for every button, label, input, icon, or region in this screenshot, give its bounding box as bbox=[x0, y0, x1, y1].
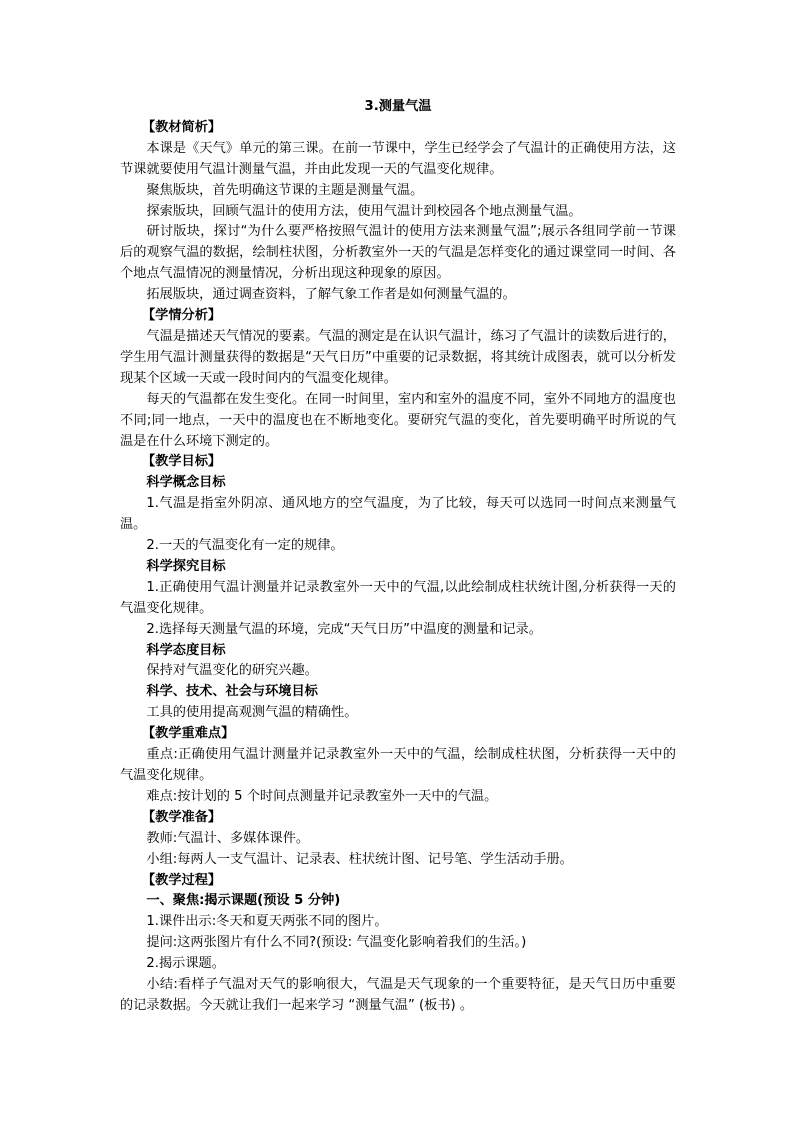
goal-item: 2.一天的气温变化有一定的规律。 bbox=[146, 538, 344, 554]
subheading-concept-goal: 科学概念目标 bbox=[146, 475, 226, 491]
section-heading-textbook-analysis: 【教材简析】 bbox=[142, 119, 222, 135]
section-heading-learner-analysis: 【学情分析】 bbox=[142, 308, 222, 324]
section-heading-preparation: 【教学准备】 bbox=[142, 809, 222, 825]
document-page bbox=[120, 97, 676, 1017]
goal-item: 2.选择每天测量气温的环境，完成“天气日历”中温度的测量和记录。 bbox=[146, 621, 542, 637]
paragraph: 小组:每两人一支气温计、记录表、柱状统计图、记号笔、学生活动手册。 bbox=[146, 851, 573, 867]
section-heading-teaching-goals: 【教学目标】 bbox=[142, 454, 222, 470]
paragraph: 小结:看样子气温对天气的影响很大，气温是天气现象的一个重要特征，是天气日历中重要的记录数据。今天就让我们一起来学习 “测量气温” (板书) 。 bbox=[120, 977, 676, 1013]
step-title: 一、聚焦:揭示课题(预设 5 分钟) bbox=[146, 893, 341, 909]
paragraph: 难点:按计划的 5 个时间点测量并记录教室外一天中的气温。 bbox=[146, 788, 498, 804]
goal-item: 保持对气温变化的研究兴趣。 bbox=[146, 663, 318, 679]
paragraph: 1.课件出示:冬天和夏天两张不同的图片。 bbox=[146, 914, 388, 930]
goal-item: 1.气温是指室外阴凉、通风地方的空气温度，为了比较，每天可以选同一时间点来测量气温。 bbox=[120, 496, 676, 533]
subheading-stse-goal: 科学、技术、社会与环境目标 bbox=[146, 684, 318, 700]
paragraph: 重点:正确使用气温计测量并记录教室外一天中的气温，绘制成柱状图，分析获得一天中的气温变化规律。 bbox=[120, 747, 676, 783]
subheading-inquiry-goal: 科学探究目标 bbox=[146, 558, 226, 574]
paragraph: 拓展版块，通过调查资料，了解气象工作者是如何测量气温的。 bbox=[146, 287, 516, 303]
paragraph: 2.揭示课题。 bbox=[146, 956, 225, 972]
paragraph: 探索版块，回顾气温计的使用方法，使用气温计到校园各个地点测量气温。 bbox=[146, 203, 582, 219]
paragraph: 研讨版块，探讨“为什么要严格按照气温计的使用方法来测量气温”;展示各组同学前一节课后的观察气温的数据，绘制柱状图，分析教室外一天的气温是怎样变化的通过课堂同一时间、各个地点气温情况的测量情况，分析出现这种现象的原因。 bbox=[120, 224, 676, 282]
paragraph: 提问:这两张图片有什么不同?(预设: 气温变化影响着我们的生活。) bbox=[146, 935, 527, 951]
paragraph: 气温是描述天气情况的要素。气温的测定是在认识气温计，练习了气温计的读数后进行的，学生用气温计测量获得的数据是“天气日历”中重要的记录数据，将其统计成图表，就可以分析发现某个区域一天或一段时间内的气温变化规律。 bbox=[120, 328, 676, 386]
paragraph: 每天的气温都在发生变化。在同一时间里，室内和室外的温度不同，室外不同地方的温度也不同;同一地点，一天中的温度也在不断地变化。要研究气温的变化，首先要明确平时所说的气温是在什么环境下测定的。 bbox=[120, 391, 676, 449]
document-title: 3.测量气温 bbox=[364, 99, 432, 114]
goal-item: 工具的使用提高观测气温的精确性。 bbox=[146, 705, 358, 721]
section-heading-key-points: 【教学重难点】 bbox=[142, 726, 235, 742]
paragraph: 教师:气温计、多媒体课件。 bbox=[146, 830, 310, 846]
paragraph: 聚焦版块，首先明确这节课的主题是测量气温。 bbox=[146, 182, 424, 198]
subheading-attitude-goal: 科学态度目标 bbox=[146, 642, 226, 658]
paragraph: 本课是《天气》单元的第三课。在前一节课中，学生已经学会了气温计的正确使用方法，这节课就要使用气温计测量气温，并由此发现一天的气温变化规律。 bbox=[120, 140, 676, 177]
section-heading-process: 【教学过程】 bbox=[142, 872, 222, 888]
goal-item: 1.正确使用气温计测量并记录教室外一天中的气温,以此绘制成柱状统计图,分析获得一天的气温变化规律。 bbox=[120, 579, 676, 616]
